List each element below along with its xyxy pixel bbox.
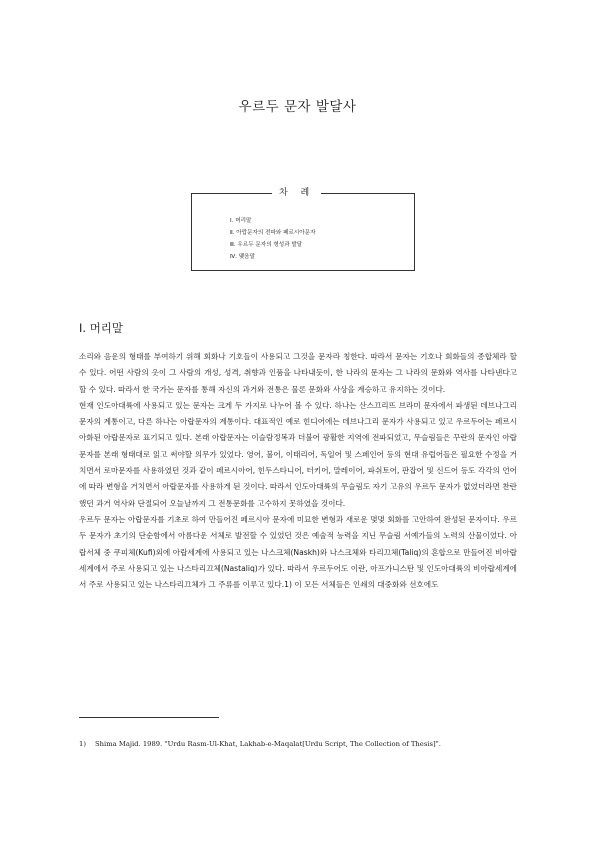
paragraph: 우르두 문자는 아랍문자를 기초로 하여 만들어진 페르시아 문자에 미묘한 변형과 새로운 몇몇 회화를 고안하여 완성된 문자이다. 우르두 문자가 초기의 단순함에서 아름다운 서체로 발전할 수 있었던 것은 예술적 능력을 지닌 무슬림 서예가들의 노력의 산물이었다. 아랍서체 중 쿠피체(Kufi)외에 아랍세계에 사용되고 있는 나스크체(Naskh)와 나스크체와 타리끄체(Taliq)의 혼합으로 만들어진 비아랍세계에서 주로 사용되고 있는 나스타리끄체(Nastaliq)가 있다. 따라서 우르두어도 이란, 아프가니스탄 및 인도아대륙의 비아랍세계에서 주로 사용되고 있는 나스타리끄체가 그 주류를 이루고 있다.1) 이 모든 서체들은 인쇄의 대중화와 선호에도 (79, 514, 517, 590)
toc-item: Ⅳ. 맺음말 (230, 254, 255, 260)
footnote-text: Shima Majid. 1989. "Urdu Rasm-Ul-Khat, Lakhab-e-Maqalat[Urdu Script, The Collection of Thesis]". (95, 740, 441, 748)
section-heading: Ⅰ. 머리말 (79, 321, 124, 335)
paragraph: 소리와 음운의 형태를 부여하기 위해 회화나 기호들이 사용되고 그것을 문자라 칭한다. 따라서 문자는 기호나 회화들의 종합체라 할 수 있다. 어떤 사람의 옷이 그 사람의 개성, 성격, 취향과 인품을 나타내듯이, 한 나라의 문자는 그 나라의 문화와 역사를 나타낸다고 할 수 있다. 따라서 한 국가는 문자를 통해 자신의 과거와 전통은 물론 문화와 사상을 계승하고 유지하는 것이다. (79, 352, 517, 394)
toc-item: Ⅰ. 머리말 (230, 218, 252, 224)
footnote-divider (79, 717, 219, 718)
footnote (79, 739, 529, 749)
paragraph: 현재 인도아대륙에 사용되고 있는 문자는 크게 두 가지로 나누어 볼 수 있다. 하나는 산스끄리뜨 브라미 문자에서 파생된 데브나그리 문자의 계통이고, 다른 하나는 아랍문자의 계통이다. 대표적인 예로 힌디어에는 데브나그리 문자가 사용되고 있고 우르두어는 페르시아화된 아랍문자로 표기되고 있다. 본래 아랍문자는 이슬람정복과 더불어 광활한 지역에 전파되었고, 무슬림들은 꾸란의 문자인 아랍문자를 본래 형태대로 읽고 써야할 의무가 있었다. 영어, 불어, 이태리어, 독일어 및 스페인어 등의 현대 유럽어들은 필요한 수정을 거치면서 로마문자를 사용하였던 것과 같이 페르시아어, 힌두스타니어, 터키어, 말레이어, 파쉬토어, 판잡어 및 신드어 등도 각각의 언어에 따라 변형을 거치면서 아랍문자를 사용하게 된 것이다. 따라서 인도아대륙의 무슬림도 자기 고유의 우르두 문자가 없었더라면 찬란했던 과거 역사와 단절되어 오늘날까지 그 전통문화를 고수하지 못하였을 것이다. (79, 400, 517, 508)
toc-heading: 차 례 (272, 186, 321, 200)
page-title: 우르두 문자 발달사 (238, 99, 357, 115)
toc-item: Ⅱ. 아랍문자의 전파와 페르시아문자 (230, 230, 316, 236)
footnote-number: 1) (79, 740, 86, 748)
toc-list (230, 215, 316, 263)
body-text (79, 349, 517, 593)
toc-item: Ⅲ. 우르두 문자의 형성과 발달 (230, 242, 303, 248)
